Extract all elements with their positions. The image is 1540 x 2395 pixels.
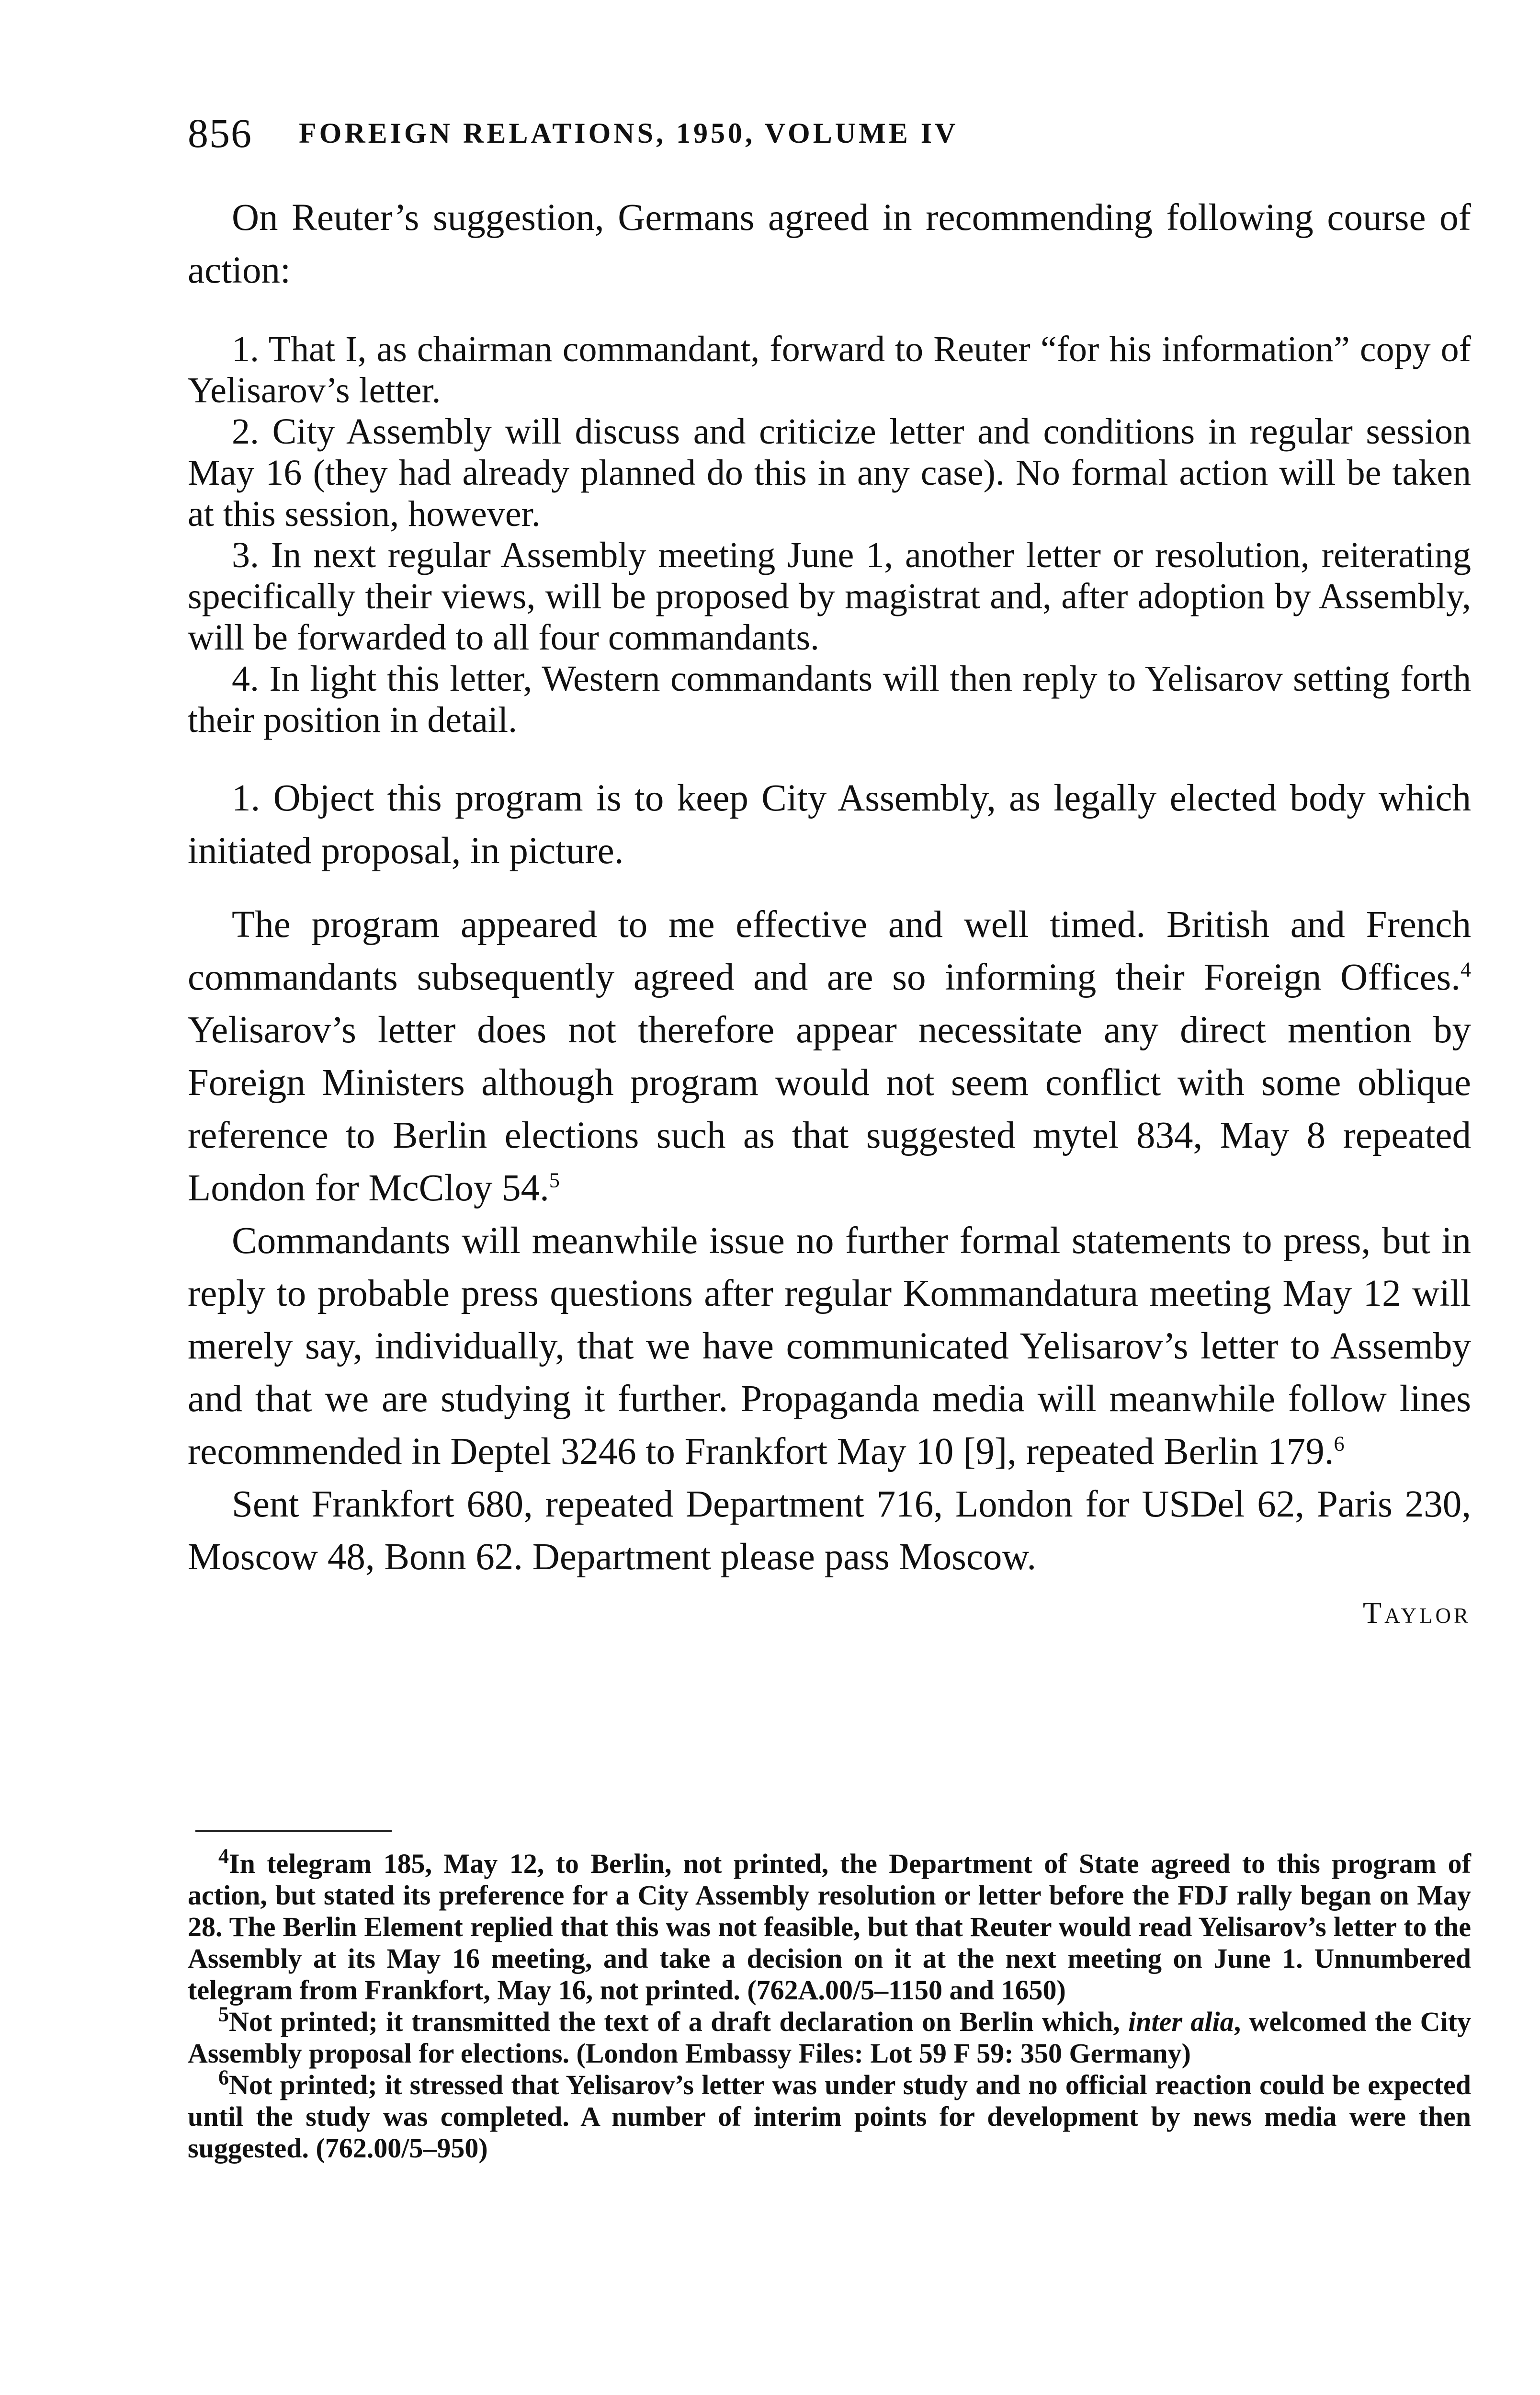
footnote-mark: 4 <box>218 1844 229 1868</box>
footnote-ref-6: 6 <box>1334 1432 1345 1456</box>
page-header <box>188 109 1471 162</box>
commandants-text: Commandants will meanwhile issue no further formal statements to press, but in reply to probable press questions after regular Kommandatura meeting May 12 will merely say, individually, that we have communicated Yelisarov’s letter to Assemby and that we are studying it further. Propaganda media will meanwhile follow lines recommended in Deptel 3246 to Frankfort May 10 [9], repeated Berlin 179. <box>188 1220 1471 1472</box>
program-text-b: Yelisarov’s letter does not therefore appear necessitate any direct mention by Foreign Ministers although program would not seem conflict with some oblique reference to Berlin elections such as that suggested mytel 834, May 8 repeated London for McCloy 54. <box>188 1009 1471 1209</box>
footnote-4 <box>188 1844 1471 2006</box>
footnote-ref-5: 5 <box>549 1168 560 1192</box>
step-item: 1. That I, as chairman commandant, forward to Reuter “for his information” copy of Yelisarov’s letter. <box>188 329 1471 411</box>
intro-paragraph: On Reuter’s suggestion, Germans agreed in recommending following course of action: <box>188 197 1471 291</box>
step-item: 4. In light this letter, Western commandants will then reply to Yelisarov setting forth their position in detail. <box>188 659 1471 740</box>
program-text-a: The program appeared to me effective and well timed. British and French commandants subsequently agreed and are so informing their Foreign Offices. <box>188 904 1471 998</box>
footnote-text: In telegram 185, May 12, to Berlin, not printed, the Department of State agreed to this program of action, but stated its preference for a City Assembly resolution or letter before the FDJ rally began on May 28. The Berlin Element replied that this was not feasible, but that Reuter would read Yelisarov’s letter to the Assembly at its May 16 meeting, and take a decision on it at the next meeting on June 1. Unnumbered telegram from Frankfort, May 16, not printed. (762A.00/5–1150 and 1650) <box>188 1848 1471 2006</box>
object-paragraph: 1. Object this program is to keep City Assembly, as legally elected body which initiated proposal, in picture. <box>188 777 1471 872</box>
step-item: 3. In next regular Assembly meeting June 1, another letter or resolution, reiterating specifically their views, will be proposed by magistrat and, after adoption by Assembly, will be forwarded to all four commandants. <box>188 535 1471 658</box>
footnotes <box>188 1844 1471 2164</box>
commandants-paragraph <box>188 1215 1471 1478</box>
footnote-5 <box>188 2002 1471 2069</box>
footnote-6 <box>188 2065 1471 2164</box>
footnote-text: Not printed; it stressed that Yelisarov’s letter was under study and no official reaction could be expected until the study was completed. A number of interim points for development by news media were then suggested. (762.00/5–950) <box>188 2069 1471 2164</box>
running-title: FOREIGN RELATIONS, 1950, VOLUME IV <box>299 117 959 149</box>
main-text <box>188 192 1471 1639</box>
page-number: 856 <box>188 110 252 156</box>
footnote-mark: 6 <box>218 2065 229 2089</box>
program-paragraph <box>188 899 1471 1215</box>
footnote-text: , welcomed the City Assembly proposal for elections. (London Embassy Files: Lot 59 F 59: 350 Germany) <box>188 2006 1471 2069</box>
action-steps <box>188 329 1471 741</box>
footnote-italic: inter alia <box>1128 2006 1234 2037</box>
sent-paragraph: Sent Frankfort 680, repeated Department 716, London for USDel 62, Paris 230, Moscow 48, Bonn 62. Department please pass Moscow. <box>188 1483 1471 1578</box>
step-item: 2. City Assembly will discuss and criticize letter and conditions in regular session May 16 (they had already planned do this in any case). No formal action will be taken at this session, however. <box>188 411 1471 534</box>
footnote-divider <box>195 1830 392 1832</box>
footnote-ref-4: 4 <box>1461 958 1471 981</box>
footnote-mark: 5 <box>218 2002 229 2026</box>
footnote-text: Not printed; it transmitted the text of a draft declaration on Berlin which, <box>229 2006 1129 2037</box>
signature: Taylor <box>1363 1596 1471 1630</box>
